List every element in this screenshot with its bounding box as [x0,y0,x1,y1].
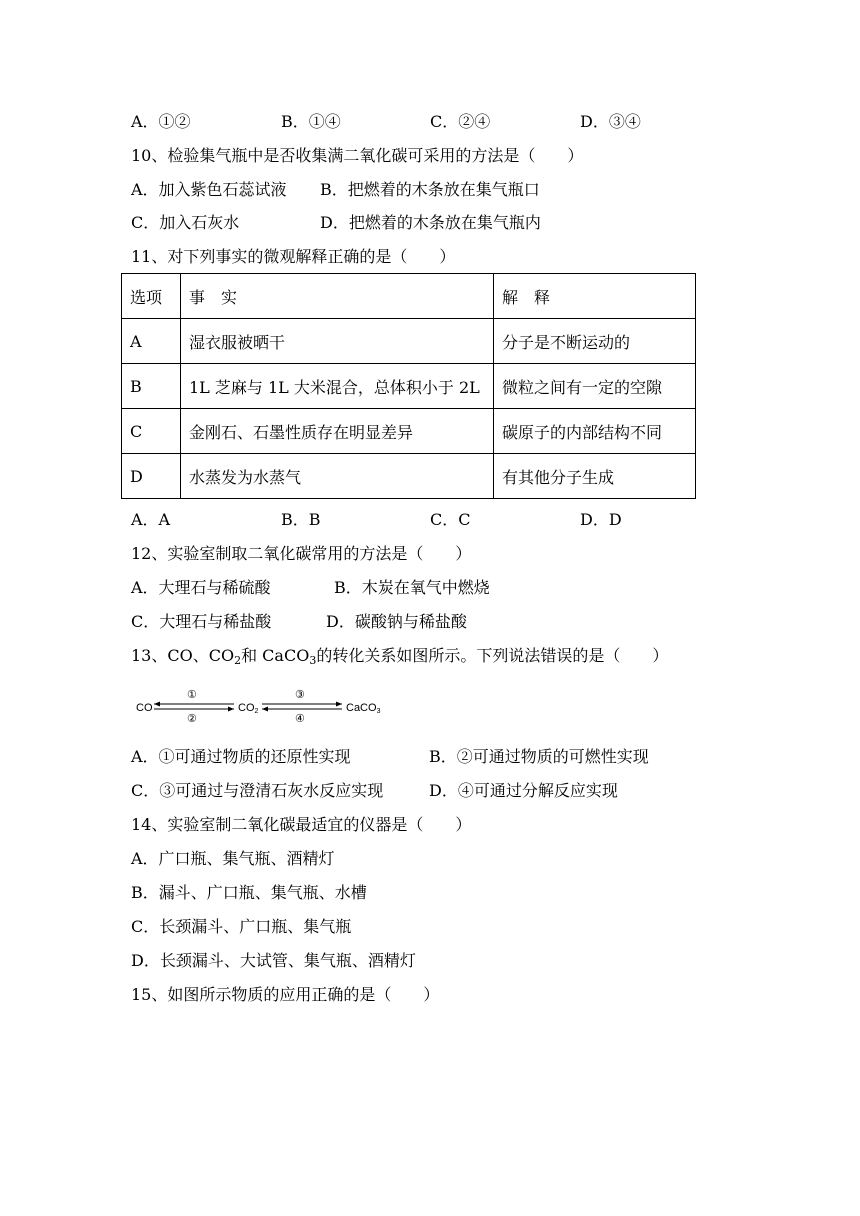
table-row [122,454,696,499]
row-label: D [122,454,181,499]
q13-option-d: D．④可通过分解反应实现 [429,781,618,800]
table-header-row [122,274,696,319]
q10-option-d: D．把燃着的木条放在集气瓶内 [320,213,541,232]
q13-option-a: A．①可通过物质的还原性实现 [131,747,351,766]
row-label: A [122,319,181,364]
q10-option-b: B．把燃着的木条放在集气瓶口 [320,180,540,199]
label-3: ③ [295,689,305,701]
conversion-diagram [134,685,394,725]
q12-stem: 12、实验室制取二氧化碳常用的方法是（ ） [131,544,472,563]
row-fact: 湿衣服被晒干 [181,319,494,364]
q10-stem: 10、检验集气瓶中是否收集满二氧化碳可采用的方法是（ ） [131,146,584,165]
q11-option-a: A．A [131,510,171,529]
label-4: ④ [295,713,305,725]
arrow-3-head [336,702,342,707]
row-label: B [122,364,181,409]
header-explanation: 解 释 [494,274,696,319]
q12-option-a: A．大理石与稀硫酸 [131,578,271,597]
q9-option-b: B．①④ [281,112,341,131]
table-row [122,409,696,454]
row-explanation: 分子是不断运动的 [494,319,696,364]
q13-stem: 13、CO、$CO_2$和 CaCO$_3$的转化关系如图所示。下列说法错误的是（ ） [131,646,669,667]
arrow-1-head [154,702,160,707]
row-explanation: 有其他分子生成 [494,454,696,499]
q12-option-b: B．木炭在氧气中燃烧 [334,578,490,597]
q11-option-d: D．D [580,510,622,529]
q13-option-b: B．②可通过物质的可燃性实现 [429,747,649,766]
q14-option-a: A．广口瓶、集气瓶、酒精灯 [131,849,335,868]
q14-option-b: B．漏斗、广口瓶、集气瓶、水槽 [131,883,367,902]
q14-stem: 14、实验室制二氧化碳最适宜的仪器是（ ） [131,815,472,834]
label-1: ① [187,689,197,701]
row-explanation: 碳原子的内部结构不同 [494,409,696,454]
q11-option-b: B．B [281,510,321,529]
q14-option-c: C．长颈漏斗、广口瓶、集气瓶 [131,917,352,936]
row-label: C [122,409,181,454]
arrow-4-head [262,707,268,712]
q9-option-a: A．①② [131,112,191,131]
q9-option-d: D．③④ [580,112,641,131]
q10-option-a: A．加入紫色石蕊试液 [131,180,287,199]
q11-option-c: C．C [430,510,471,529]
q13-option-c: C．③可通过与澄清石灰水反应实现 [131,781,384,800]
table-row [122,364,696,409]
q9-option-c: C．②④ [430,112,491,131]
header-option: 选项 [122,274,181,319]
q12-option-d: D．碳酸钠与稀盐酸 [326,612,467,631]
q11-stem: 11、对下列事实的微观解释正确的是（ ） [131,247,456,266]
q12-option-c: C．大理石与稀盐酸 [131,612,272,631]
q15-stem: 15、如图所示物质的应用正确的是（ ） [131,985,440,1004]
table-row [122,319,696,364]
caco3-label: CaCO3 [346,702,381,715]
row-fact: 金刚石、石墨性质存在明显差异 [181,409,494,454]
row-explanation: 微粒之间有一定的空隙 [494,364,696,409]
label-2: ② [187,713,197,725]
facts-table [121,273,696,499]
arrow-2-head [228,707,234,712]
q10-option-c: C．加入石灰水 [131,213,240,232]
co-label: CO [136,702,153,714]
row-fact: 1L 芝麻与 1L 大米混合，总体积小于 2L [181,364,494,409]
co2-label: CO2 [238,702,259,715]
header-fact: 事 实 [181,274,494,319]
q14-option-d: D．长颈漏斗、大试管、集气瓶、酒精灯 [131,951,416,970]
row-fact: 水蒸发为水蒸气 [181,454,494,499]
